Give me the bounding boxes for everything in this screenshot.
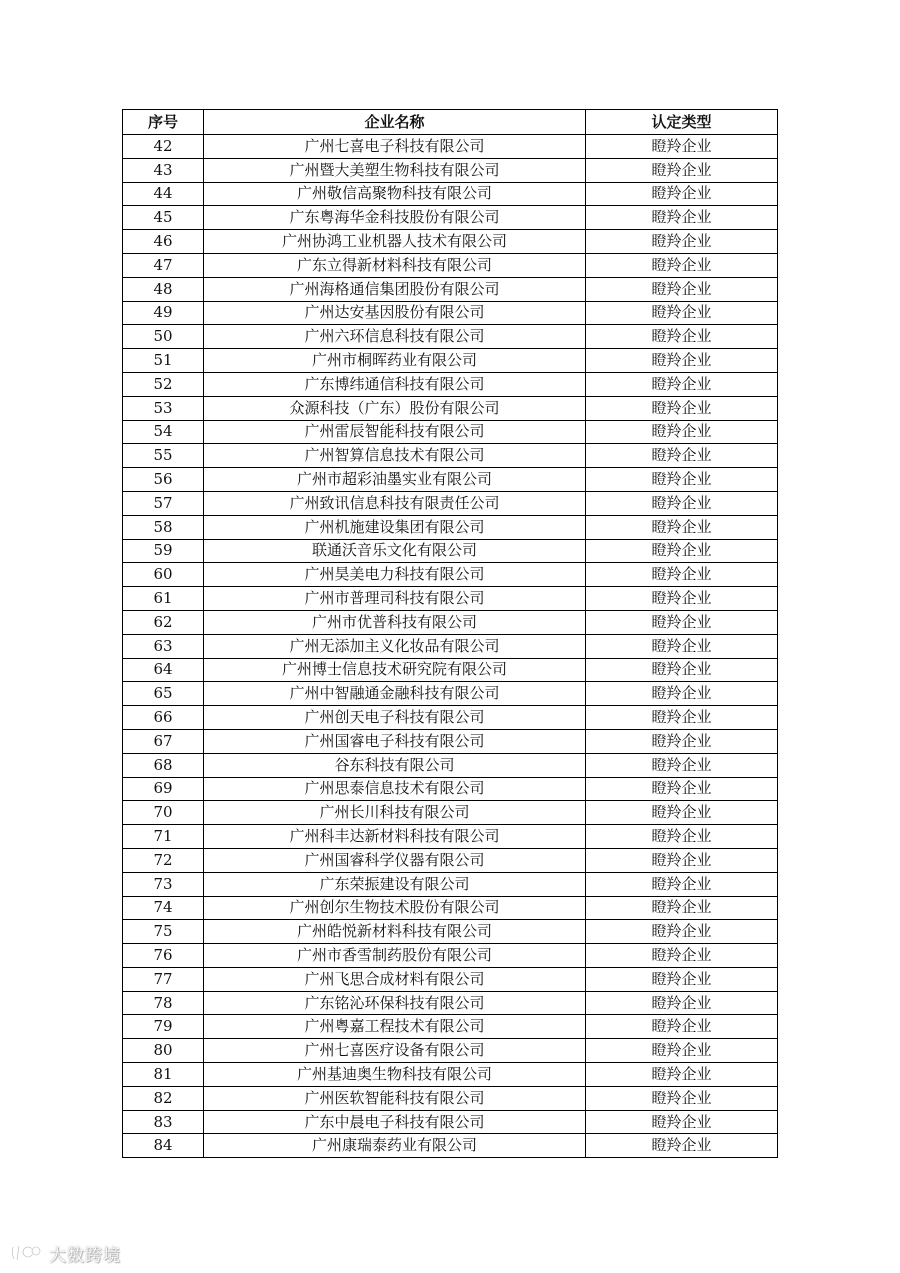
cell-type: 瞪羚企业 — [586, 372, 778, 396]
table-row — [123, 658, 778, 682]
cell-type: 瞪羚企业 — [586, 301, 778, 325]
cell-type: 瞪羚企业 — [586, 587, 778, 611]
table-row — [123, 587, 778, 611]
cell-company-name: 广州致讯信息科技有限责任公司 — [204, 491, 586, 515]
cell-no: 43 — [123, 158, 204, 182]
cell-company-name: 联通沃音乐文化有限公司 — [204, 539, 586, 563]
cell-no: 56 — [123, 468, 204, 492]
cell-company-name: 广州机施建设集团有限公司 — [204, 515, 586, 539]
cell-no: 59 — [123, 539, 204, 563]
cell-no: 57 — [123, 491, 204, 515]
table-row — [123, 944, 778, 968]
table-row — [123, 991, 778, 1015]
cell-type: 瞪羚企业 — [586, 444, 778, 468]
cell-type: 瞪羚企业 — [586, 1039, 778, 1063]
cell-company-name: 广东中晨电子科技有限公司 — [204, 1110, 586, 1134]
header-type: 认定类型 — [586, 110, 778, 135]
cell-no: 84 — [123, 1134, 204, 1158]
table-row — [123, 1063, 778, 1087]
cell-company-name: 广州七喜电子科技有限公司 — [204, 135, 586, 159]
cell-company-name: 广州敬信高聚物科技有限公司 — [204, 182, 586, 206]
cell-no: 70 — [123, 801, 204, 825]
cell-type: 瞪羚企业 — [586, 944, 778, 968]
cell-type: 瞪羚企业 — [586, 135, 778, 159]
cell-company-name: 广州暨大美塑生物科技有限公司 — [204, 158, 586, 182]
enterprise-table — [122, 109, 778, 1158]
cell-company-name: 谷东科技有限公司 — [204, 753, 586, 777]
cell-company-name: 广州无添加主义化妆品有限公司 — [204, 634, 586, 658]
cell-company-name: 广州智算信息技术有限公司 — [204, 444, 586, 468]
cell-no: 42 — [123, 135, 204, 159]
table-row — [123, 253, 778, 277]
cell-company-name: 广州市普理司科技有限公司 — [204, 587, 586, 611]
cell-no: 45 — [123, 206, 204, 230]
cell-no: 63 — [123, 634, 204, 658]
cell-no: 69 — [123, 777, 204, 801]
cell-company-name: 广州市桐晖药业有限公司 — [204, 349, 586, 373]
cell-no: 54 — [123, 420, 204, 444]
table-row — [123, 801, 778, 825]
cell-company-name: 广州七喜医疗设备有限公司 — [204, 1039, 586, 1063]
cell-no: 74 — [123, 896, 204, 920]
table-row — [123, 396, 778, 420]
cell-type: 瞪羚企业 — [586, 753, 778, 777]
cell-no: 48 — [123, 277, 204, 301]
cell-type: 瞪羚企业 — [586, 182, 778, 206]
table-row — [123, 182, 778, 206]
table-row — [123, 610, 778, 634]
table-row — [123, 491, 778, 515]
cell-no: 77 — [123, 967, 204, 991]
cell-no: 51 — [123, 349, 204, 373]
cell-company-name: 广州昊美电力科技有限公司 — [204, 563, 586, 587]
cell-no: 67 — [123, 729, 204, 753]
table-row — [123, 301, 778, 325]
cell-company-name: 广州中智融通金融科技有限公司 — [204, 682, 586, 706]
header-name: 企业名称 — [204, 110, 586, 135]
cell-type: 瞪羚企业 — [586, 539, 778, 563]
table-header — [123, 110, 778, 135]
table-body — [123, 135, 778, 1158]
cell-no: 52 — [123, 372, 204, 396]
cell-no: 64 — [123, 658, 204, 682]
cell-type: 瞪羚企业 — [586, 825, 778, 849]
cell-no: 83 — [123, 1110, 204, 1134]
cell-no: 76 — [123, 944, 204, 968]
cell-no: 78 — [123, 991, 204, 1015]
table-row — [123, 1039, 778, 1063]
cell-no: 73 — [123, 872, 204, 896]
table-row — [123, 420, 778, 444]
cell-type: 瞪羚企业 — [586, 896, 778, 920]
table-row — [123, 872, 778, 896]
cell-type: 瞪羚企业 — [586, 1015, 778, 1039]
cell-company-name: 广州医软智能科技有限公司 — [204, 1086, 586, 1110]
cell-no: 44 — [123, 182, 204, 206]
cell-company-name: 广州皓悦新材料科技有限公司 — [204, 920, 586, 944]
cell-type: 瞪羚企业 — [586, 991, 778, 1015]
cell-company-name: 广州长川科技有限公司 — [204, 801, 586, 825]
cell-type: 瞪羚企业 — [586, 420, 778, 444]
table-row — [123, 634, 778, 658]
cell-type: 瞪羚企业 — [586, 848, 778, 872]
cell-type: 瞪羚企业 — [586, 515, 778, 539]
cell-no: 62 — [123, 610, 204, 634]
cell-type: 瞪羚企业 — [586, 491, 778, 515]
cell-type: 瞪羚企业 — [586, 349, 778, 373]
cell-company-name: 广州海格通信集团股份有限公司 — [204, 277, 586, 301]
cell-no: 71 — [123, 825, 204, 849]
cell-company-name: 广东荣振建设有限公司 — [204, 872, 586, 896]
cell-no: 79 — [123, 1015, 204, 1039]
cell-company-name: 广州创天电子科技有限公司 — [204, 706, 586, 730]
table-row — [123, 1110, 778, 1134]
table-row — [123, 967, 778, 991]
table-row — [123, 777, 778, 801]
cell-no: 46 — [123, 230, 204, 254]
cell-type: 瞪羚企业 — [586, 230, 778, 254]
cell-company-name: 广东铭沁环保科技有限公司 — [204, 991, 586, 1015]
table-row — [123, 135, 778, 159]
cell-no: 72 — [123, 848, 204, 872]
table-row — [123, 468, 778, 492]
table-row — [123, 515, 778, 539]
cell-type: 瞪羚企业 — [586, 468, 778, 492]
cell-company-name: 广州康瑞泰药业有限公司 — [204, 1134, 586, 1158]
cell-type: 瞪羚企业 — [586, 610, 778, 634]
cell-type: 瞪羚企业 — [586, 1110, 778, 1134]
cell-type: 瞪羚企业 — [586, 872, 778, 896]
table-row — [123, 896, 778, 920]
cell-type: 瞪羚企业 — [586, 277, 778, 301]
table-row — [123, 848, 778, 872]
cell-type: 瞪羚企业 — [586, 1063, 778, 1087]
cell-company-name: 广州基迪奥生物科技有限公司 — [204, 1063, 586, 1087]
cell-no: 53 — [123, 396, 204, 420]
cell-company-name: 广州科丰达新材料科技有限公司 — [204, 825, 586, 849]
cell-type: 瞪羚企业 — [586, 682, 778, 706]
table-row — [123, 444, 778, 468]
cell-company-name: 广州思泰信息技术有限公司 — [204, 777, 586, 801]
cell-company-name: 广州协鸿工业机器人技术有限公司 — [204, 230, 586, 254]
table-row — [123, 158, 778, 182]
cell-no: 81 — [123, 1063, 204, 1087]
cell-type: 瞪羚企业 — [586, 253, 778, 277]
cell-type: 瞪羚企业 — [586, 1086, 778, 1110]
cell-type: 瞪羚企业 — [586, 396, 778, 420]
cell-company-name: 广州市超彩油墨实业有限公司 — [204, 468, 586, 492]
table-row — [123, 206, 778, 230]
table-row — [123, 349, 778, 373]
cell-type: 瞪羚企业 — [586, 801, 778, 825]
cell-type: 瞪羚企业 — [586, 158, 778, 182]
table-row — [123, 1015, 778, 1039]
watermark-text: 大数跨境 — [49, 1245, 121, 1266]
cell-type: 瞪羚企业 — [586, 634, 778, 658]
cell-no: 60 — [123, 563, 204, 587]
table-row — [123, 753, 778, 777]
cell-type: 瞪羚企业 — [586, 920, 778, 944]
cell-no: 58 — [123, 515, 204, 539]
cell-company-name: 众源科技（广东）股份有限公司 — [204, 396, 586, 420]
cell-company-name: 广州创尔生物技术股份有限公司 — [204, 896, 586, 920]
cell-type: 瞪羚企业 — [586, 967, 778, 991]
cell-company-name: 广州雷辰智能科技有限公司 — [204, 420, 586, 444]
cell-company-name: 广州六环信息科技有限公司 — [204, 325, 586, 349]
table-row — [123, 539, 778, 563]
table-row — [123, 682, 778, 706]
table-row — [123, 729, 778, 753]
cell-type: 瞪羚企业 — [586, 729, 778, 753]
cell-no: 66 — [123, 706, 204, 730]
cell-company-name: 广州博士信息技术研究院有限公司 — [204, 658, 586, 682]
cell-company-name: 广州达安基因股份有限公司 — [204, 301, 586, 325]
table-row — [123, 277, 778, 301]
table-row — [123, 372, 778, 396]
cell-no: 47 — [123, 253, 204, 277]
cell-type: 瞪羚企业 — [586, 658, 778, 682]
cell-company-name: 广州国睿电子科技有限公司 — [204, 729, 586, 753]
table-row — [123, 825, 778, 849]
cell-no: 49 — [123, 301, 204, 325]
table-row — [123, 325, 778, 349]
table-row — [123, 230, 778, 254]
cell-company-name: 广东粤海华金科技股份有限公司 — [204, 206, 586, 230]
table-row — [123, 1134, 778, 1158]
cell-type: 瞪羚企业 — [586, 325, 778, 349]
cell-company-name: 广州国睿科学仪器有限公司 — [204, 848, 586, 872]
brand-logo-icon — [10, 1243, 44, 1263]
cell-company-name: 广州市优普科技有限公司 — [204, 610, 586, 634]
cell-type: 瞪羚企业 — [586, 563, 778, 587]
cell-no: 80 — [123, 1039, 204, 1063]
watermark — [10, 1241, 121, 1265]
cell-no: 61 — [123, 587, 204, 611]
table-row — [123, 706, 778, 730]
header-row — [123, 110, 778, 135]
cell-no: 50 — [123, 325, 204, 349]
header-no: 序号 — [123, 110, 204, 135]
table-row — [123, 563, 778, 587]
cell-company-name: 广州粤嘉工程技术有限公司 — [204, 1015, 586, 1039]
cell-no: 75 — [123, 920, 204, 944]
cell-type: 瞪羚企业 — [586, 777, 778, 801]
cell-type: 瞪羚企业 — [586, 1134, 778, 1158]
table-row — [123, 1086, 778, 1110]
cell-no: 82 — [123, 1086, 204, 1110]
cell-company-name: 广州市香雪制药股份有限公司 — [204, 944, 586, 968]
cell-no: 68 — [123, 753, 204, 777]
cell-type: 瞪羚企业 — [586, 206, 778, 230]
cell-company-name: 广东立得新材料科技有限公司 — [204, 253, 586, 277]
cell-type: 瞪羚企业 — [586, 706, 778, 730]
cell-no: 65 — [123, 682, 204, 706]
cell-company-name: 广东博纬通信科技有限公司 — [204, 372, 586, 396]
table-row — [123, 920, 778, 944]
cell-no: 55 — [123, 444, 204, 468]
cell-company-name: 广州飞思合成材料有限公司 — [204, 967, 586, 991]
